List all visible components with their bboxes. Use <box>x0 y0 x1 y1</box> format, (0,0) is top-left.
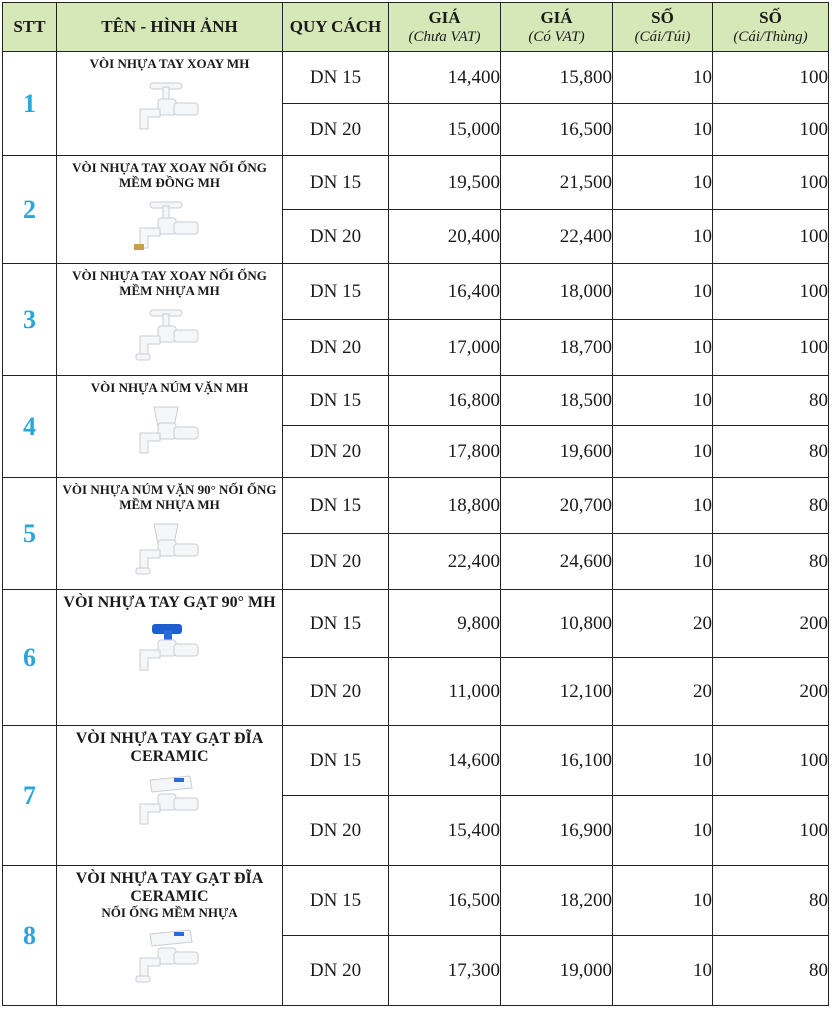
spec-cell: DN 15 <box>283 264 389 320</box>
price-table <box>2 2 829 1006</box>
spec-cell: DN 15 <box>283 590 389 658</box>
product-cell <box>57 478 283 590</box>
spec-cell: DN 20 <box>283 104 389 156</box>
price-no-vat-cell: 11,000 <box>389 658 501 726</box>
table-row <box>3 866 829 936</box>
row-number: 4 <box>3 376 57 478</box>
price-no-vat-cell: 17,000 <box>389 320 501 376</box>
product-name-note: NỐI ỐNG MỀM NHỰA <box>101 905 238 920</box>
spec-cell: DN 20 <box>283 210 389 264</box>
per-box-cell: 200 <box>713 590 829 658</box>
spec-cell: DN 15 <box>283 156 389 210</box>
product-name: VÒI NHỰA TAY GẠT ĐĨA CERAMIC <box>75 870 264 905</box>
header-row <box>3 3 829 52</box>
price-no-vat-cell: 14,400 <box>389 52 501 104</box>
per-box-cell: 200 <box>713 658 829 726</box>
row-number: 7 <box>3 726 57 866</box>
price-no-vat-cell: 22,400 <box>389 534 501 590</box>
row-number: 1 <box>3 52 57 156</box>
spec-cell: DN 15 <box>283 866 389 936</box>
white-faucet-ceramic-lever-icon <box>57 770 282 837</box>
price-no-vat-cell: 9,800 <box>389 590 501 658</box>
product-name: VÒI NHỰA TAY XOAY NỐI ỐNG MỀM NHỰA MH <box>72 268 267 298</box>
header-name: TÊN - HÌNH ẢNH <box>57 3 283 52</box>
price-vat-cell: 15,800 <box>501 52 613 104</box>
per-box-cell: 100 <box>713 52 829 104</box>
price-vat-cell: 19,000 <box>501 936 613 1006</box>
spec-cell: DN 20 <box>283 426 389 478</box>
price-no-vat-cell: 14,600 <box>389 726 501 796</box>
per-bag-cell: 10 <box>613 52 713 104</box>
price-vat-cell: 10,800 <box>501 590 613 658</box>
header-stt: STT <box>3 3 57 52</box>
white-faucet-cross-handle-icon <box>57 75 282 142</box>
per-box-cell: 100 <box>713 726 829 796</box>
price-vat-cell: 18,700 <box>501 320 613 376</box>
per-bag-cell: 10 <box>613 534 713 590</box>
per-box-cell: 80 <box>713 426 829 478</box>
per-box-cell: 100 <box>713 210 829 264</box>
price-no-vat-cell: 18,800 <box>389 478 501 534</box>
price-no-vat-cell: 17,300 <box>389 936 501 1006</box>
per-box-cell: 80 <box>713 936 829 1006</box>
price-no-vat-cell: 16,500 <box>389 866 501 936</box>
spec-cell: DN 15 <box>283 376 389 426</box>
price-vat-cell: 16,900 <box>501 796 613 866</box>
product-name: VÒI NHỰA TAY XOAY MH <box>89 56 250 71</box>
per-bag-cell: 10 <box>613 866 713 936</box>
product-cell <box>57 52 283 156</box>
header-spec: QUY CÁCH <box>283 3 389 52</box>
per-bag-cell: 10 <box>613 376 713 426</box>
per-bag-cell: 10 <box>613 936 713 1006</box>
per-bag-cell: 10 <box>613 796 713 866</box>
price-vat-cell: 24,600 <box>501 534 613 590</box>
header-price-vat: GIÁ (Có VAT) <box>501 3 613 52</box>
per-box-cell: 80 <box>713 376 829 426</box>
price-vat-cell: 21,500 <box>501 156 613 210</box>
row-number: 5 <box>3 478 57 590</box>
per-bag-cell: 10 <box>613 104 713 156</box>
product-cell <box>57 264 283 376</box>
price-vat-cell: 16,100 <box>501 726 613 796</box>
price-no-vat-cell: 16,400 <box>389 264 501 320</box>
product-cell <box>57 376 283 478</box>
table-row <box>3 264 829 320</box>
price-no-vat-cell: 17,800 <box>389 426 501 478</box>
per-box-cell: 100 <box>713 156 829 210</box>
product-name: VÒI NHỰA TAY GẠT ĐĨA CERAMIC <box>75 730 264 765</box>
header-price-no-vat: GIÁ (Chưa VAT) <box>389 3 501 52</box>
price-vat-cell: 18,000 <box>501 264 613 320</box>
table-row <box>3 156 829 210</box>
white-faucet-ceramic-hose-icon <box>57 924 282 991</box>
spec-cell: DN 20 <box>283 796 389 866</box>
product-name: VÒI NHỰA TAY GẠT 90° MH <box>63 594 276 611</box>
price-no-vat-cell: 16,800 <box>389 376 501 426</box>
white-faucet-plastic-hose-icon <box>57 302 282 369</box>
spec-cell: DN 15 <box>283 726 389 796</box>
per-box-cell: 100 <box>713 264 829 320</box>
per-bag-cell: 10 <box>613 320 713 376</box>
price-vat-cell: 12,100 <box>501 658 613 726</box>
spec-cell: DN 15 <box>283 478 389 534</box>
header-per-box: SỐ (Cái/Thùng) <box>713 3 829 52</box>
spec-cell: DN 20 <box>283 658 389 726</box>
price-no-vat-cell: 15,400 <box>389 796 501 866</box>
price-vat-cell: 22,400 <box>501 210 613 264</box>
spec-cell: DN 15 <box>283 52 389 104</box>
per-bag-cell: 10 <box>613 210 713 264</box>
header-per-bag: SỐ (Cái/Túi) <box>613 3 713 52</box>
table-row <box>3 726 829 796</box>
product-name: VÒI NHỰA NÚM VẶN MH <box>90 380 249 395</box>
table-row <box>3 478 829 534</box>
price-no-vat-cell: 20,400 <box>389 210 501 264</box>
per-box-cell: 80 <box>713 478 829 534</box>
per-bag-cell: 10 <box>613 426 713 478</box>
row-number: 3 <box>3 264 57 376</box>
per-box-cell: 80 <box>713 866 829 936</box>
spec-cell: DN 20 <box>283 320 389 376</box>
row-number: 2 <box>3 156 57 264</box>
product-cell <box>57 866 283 1006</box>
price-vat-cell: 19,600 <box>501 426 613 478</box>
table-row <box>3 376 829 426</box>
per-box-cell: 100 <box>713 104 829 156</box>
per-bag-cell: 10 <box>613 264 713 320</box>
product-name: VÒI NHỰA NÚM VẶN 90° NỐI ỐNG MỀM NHỰA MH <box>62 482 277 512</box>
white-faucet-brass-hose-icon <box>57 194 282 261</box>
per-bag-cell: 10 <box>613 156 713 210</box>
table-row <box>3 590 829 658</box>
price-vat-cell: 18,500 <box>501 376 613 426</box>
row-number: 8 <box>3 866 57 1006</box>
white-faucet-knob-icon <box>57 399 282 466</box>
table-row <box>3 52 829 104</box>
product-cell <box>57 156 283 264</box>
spec-cell: DN 20 <box>283 936 389 1006</box>
per-box-cell: 100 <box>713 320 829 376</box>
price-vat-cell: 20,700 <box>501 478 613 534</box>
white-faucet-knob-hose-icon <box>57 516 282 583</box>
product-cell <box>57 590 283 726</box>
per-bag-cell: 20 <box>613 590 713 658</box>
price-vat-cell: 18,200 <box>501 866 613 936</box>
per-bag-cell: 10 <box>613 478 713 534</box>
per-bag-cell: 10 <box>613 726 713 796</box>
price-vat-cell: 16,500 <box>501 104 613 156</box>
white-faucet-blue-lever-icon <box>57 616 282 683</box>
price-no-vat-cell: 19,500 <box>389 156 501 210</box>
row-number: 6 <box>3 590 57 726</box>
per-box-cell: 100 <box>713 796 829 866</box>
per-bag-cell: 20 <box>613 658 713 726</box>
price-no-vat-cell: 15,000 <box>389 104 501 156</box>
per-box-cell: 80 <box>713 534 829 590</box>
product-name: VÒI NHỰA TAY XOAY NỐI ỐNG MỀM ĐỒNG MH <box>72 160 267 190</box>
product-cell <box>57 726 283 866</box>
spec-cell: DN 20 <box>283 534 389 590</box>
